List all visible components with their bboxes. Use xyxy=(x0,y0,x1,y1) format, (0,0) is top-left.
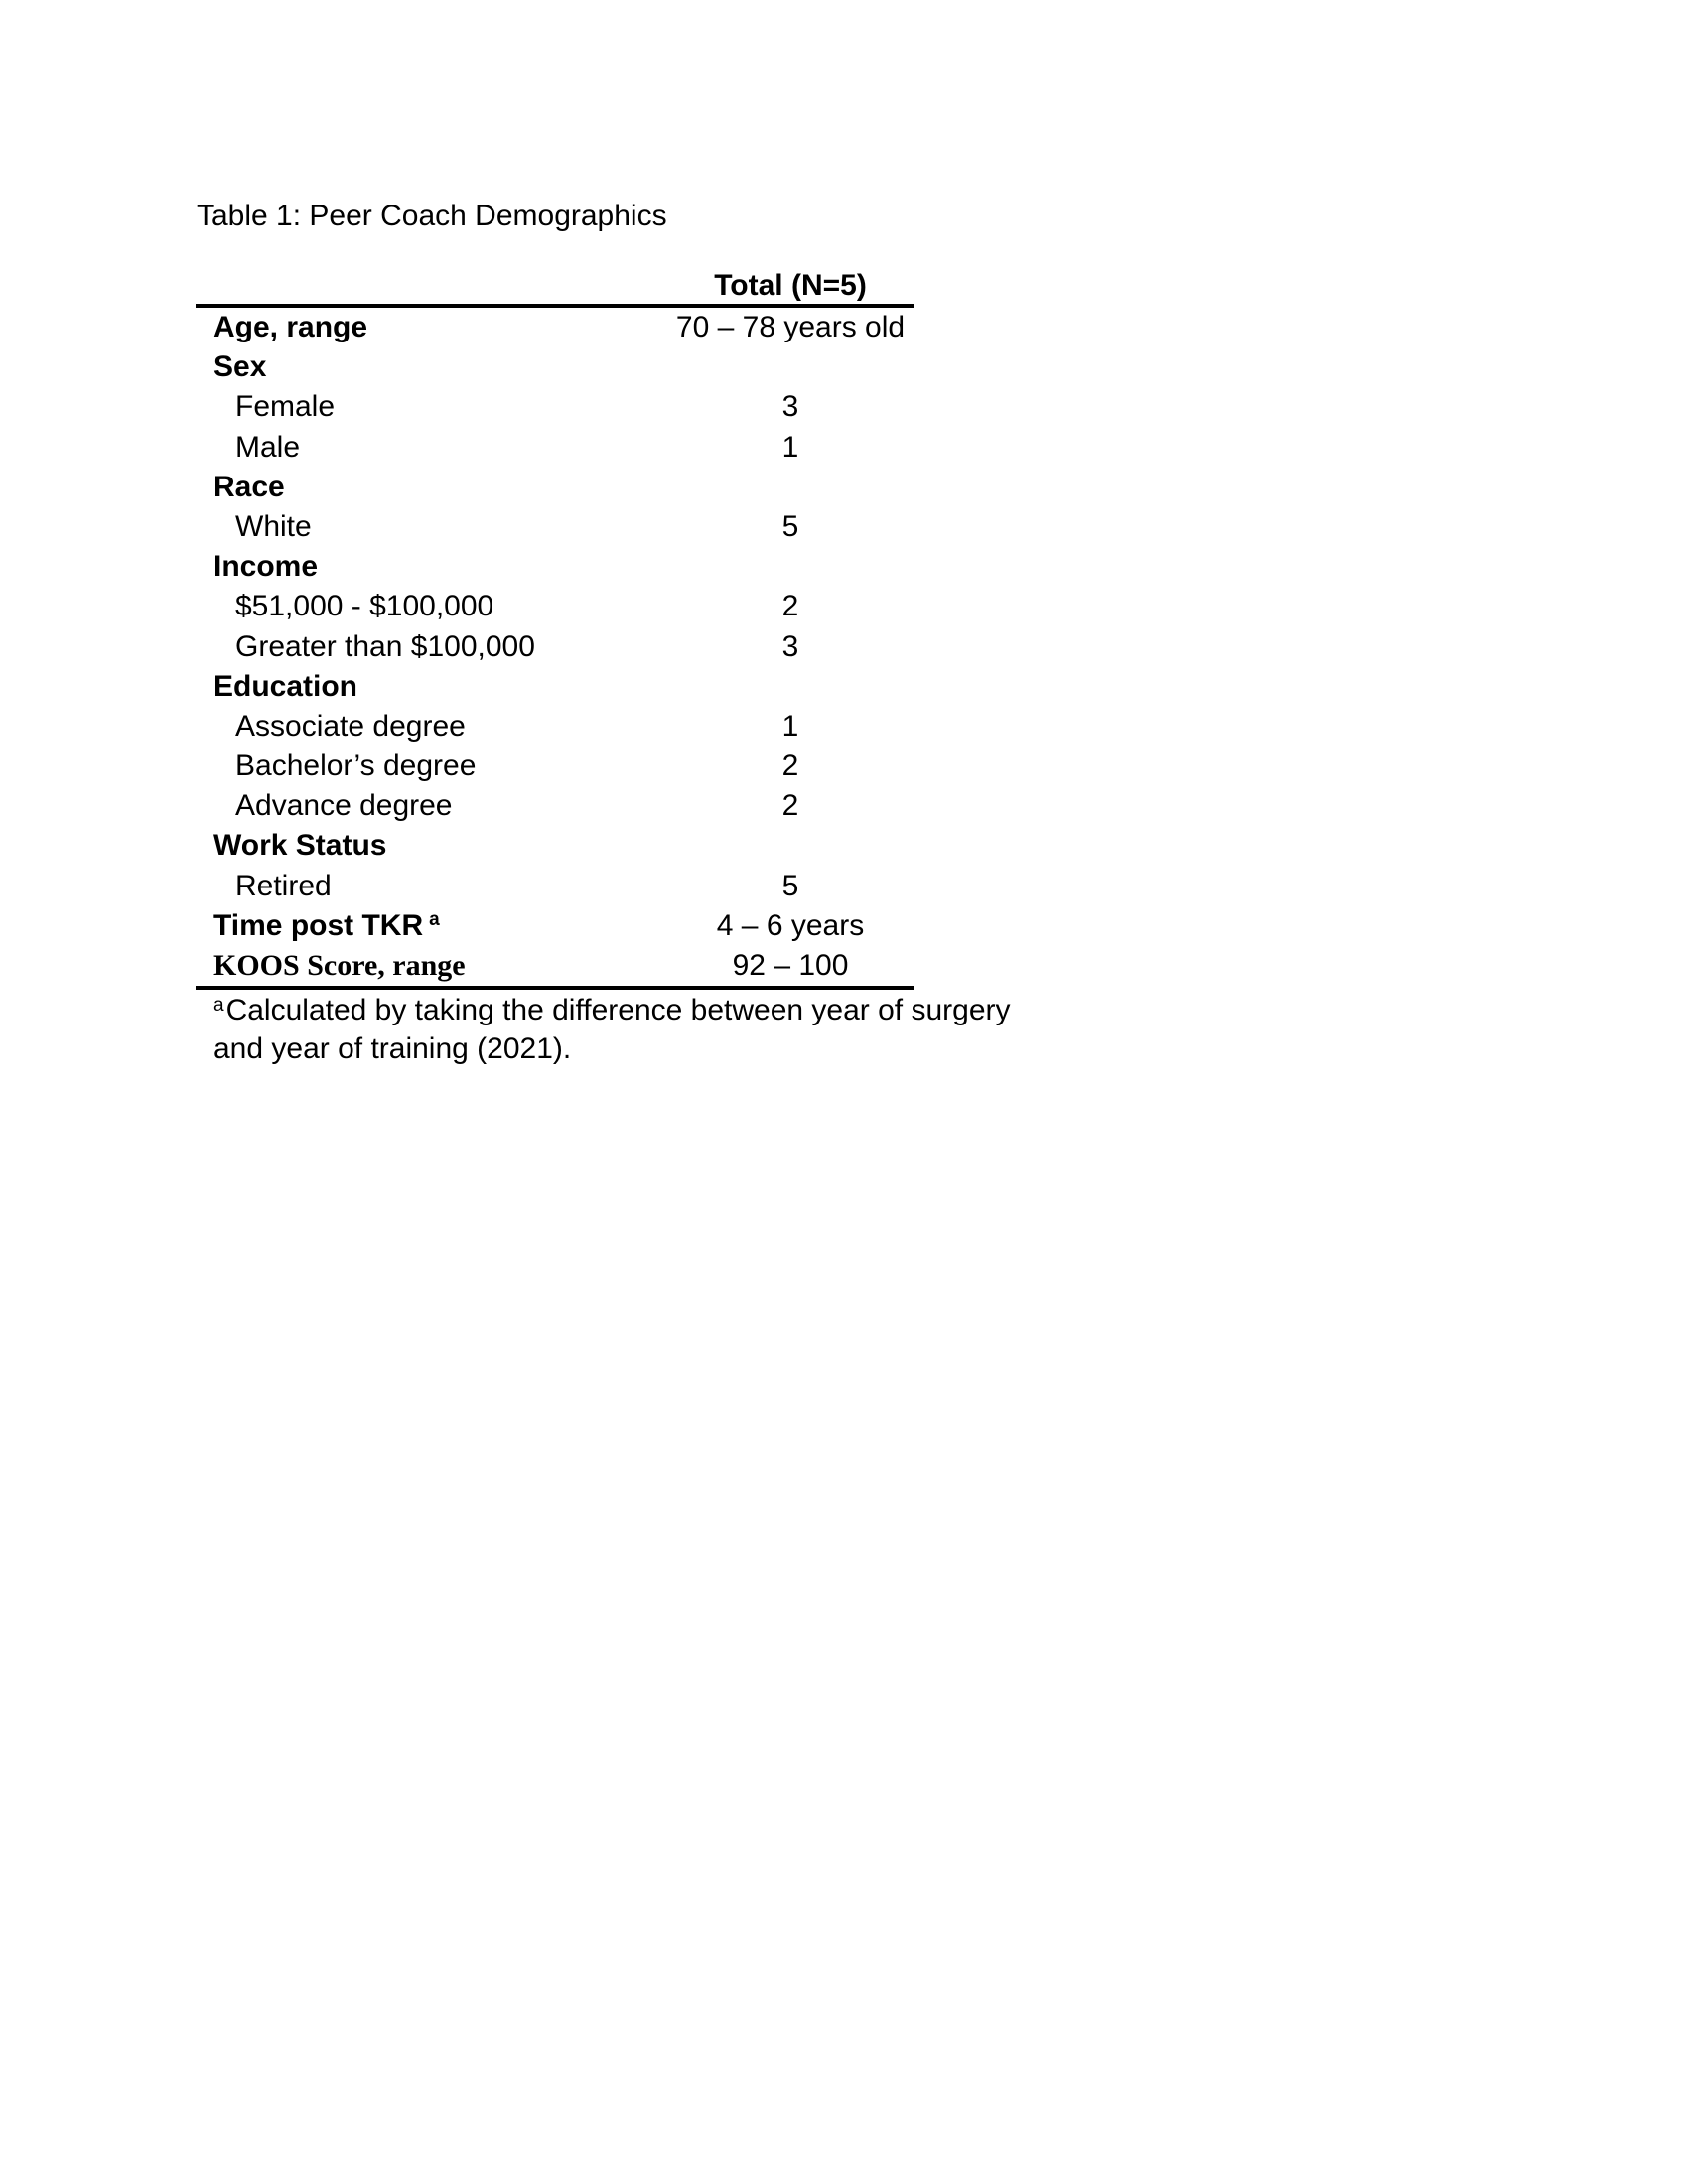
row-label: Sex xyxy=(213,350,267,384)
row-value: 92 – 100 xyxy=(732,949,849,982)
footnote-marker: a xyxy=(213,995,224,1017)
row-value: 4 – 6 years xyxy=(716,908,865,942)
footnote-line: and year of training (2021). xyxy=(213,1031,572,1065)
table-row xyxy=(196,547,914,587)
row-label: Time post TKR a xyxy=(196,906,667,946)
row-label: Race xyxy=(213,470,285,503)
footnote-line xyxy=(213,994,1011,1032)
row-value xyxy=(667,667,914,707)
table-header-row xyxy=(196,265,914,308)
superscript-marker: a xyxy=(429,908,440,930)
row-value: 3 xyxy=(781,390,799,424)
row-label: Income xyxy=(213,550,319,584)
table-row xyxy=(196,587,914,626)
table-row xyxy=(196,747,914,786)
table-footnote xyxy=(196,994,1011,1066)
row-label: Education xyxy=(213,669,358,703)
table-row xyxy=(196,946,914,986)
column-header-total: Total (N=5) xyxy=(714,269,867,302)
row-label: $51,000 - $100,000 xyxy=(235,590,494,623)
row-label: Retired xyxy=(235,869,332,902)
table-row xyxy=(196,906,914,946)
table-row xyxy=(196,507,914,547)
row-label: Work Status xyxy=(213,829,387,863)
footnote-text: Calculated by taking the difference between year of surgery xyxy=(225,994,1011,1027)
table-row xyxy=(196,627,914,667)
table-row xyxy=(196,347,914,387)
row-value: 2 xyxy=(781,750,799,783)
row-label: Associate degree xyxy=(235,709,466,743)
table-caption: Table 1: Peer Coach Demographics xyxy=(197,200,667,232)
table-row xyxy=(196,867,914,906)
row-label: Male xyxy=(235,430,301,464)
row-value: 1 xyxy=(781,430,799,464)
row-label: Female xyxy=(235,390,336,424)
row-label: Greater than $100,000 xyxy=(235,629,535,663)
table-row xyxy=(196,667,914,707)
row-value: 2 xyxy=(781,590,799,623)
row-value xyxy=(667,468,914,507)
row-value: 2 xyxy=(781,789,799,823)
row-value: 1 xyxy=(781,709,799,743)
table-row xyxy=(196,308,914,347)
row-label: Bachelor’s degree xyxy=(235,750,477,783)
row-value: 5 xyxy=(781,869,799,902)
row-label: Age, range xyxy=(213,311,368,343)
row-value: 70 – 78 years old xyxy=(675,311,906,343)
row-label: Advance degree xyxy=(235,789,453,823)
table-row xyxy=(196,387,914,427)
table-row xyxy=(196,707,914,747)
row-value: 3 xyxy=(781,629,799,663)
table-row xyxy=(196,826,914,866)
row-value xyxy=(667,547,914,587)
row-value xyxy=(667,347,914,387)
demographics-table xyxy=(196,265,1011,1066)
table-row xyxy=(196,786,914,826)
table-row xyxy=(196,468,914,507)
row-label: White xyxy=(235,509,312,543)
row-value xyxy=(667,826,914,866)
row-label: KOOS Score, range xyxy=(213,949,466,982)
table-row xyxy=(196,428,914,468)
table-body xyxy=(196,308,914,990)
row-value: 5 xyxy=(781,509,799,543)
